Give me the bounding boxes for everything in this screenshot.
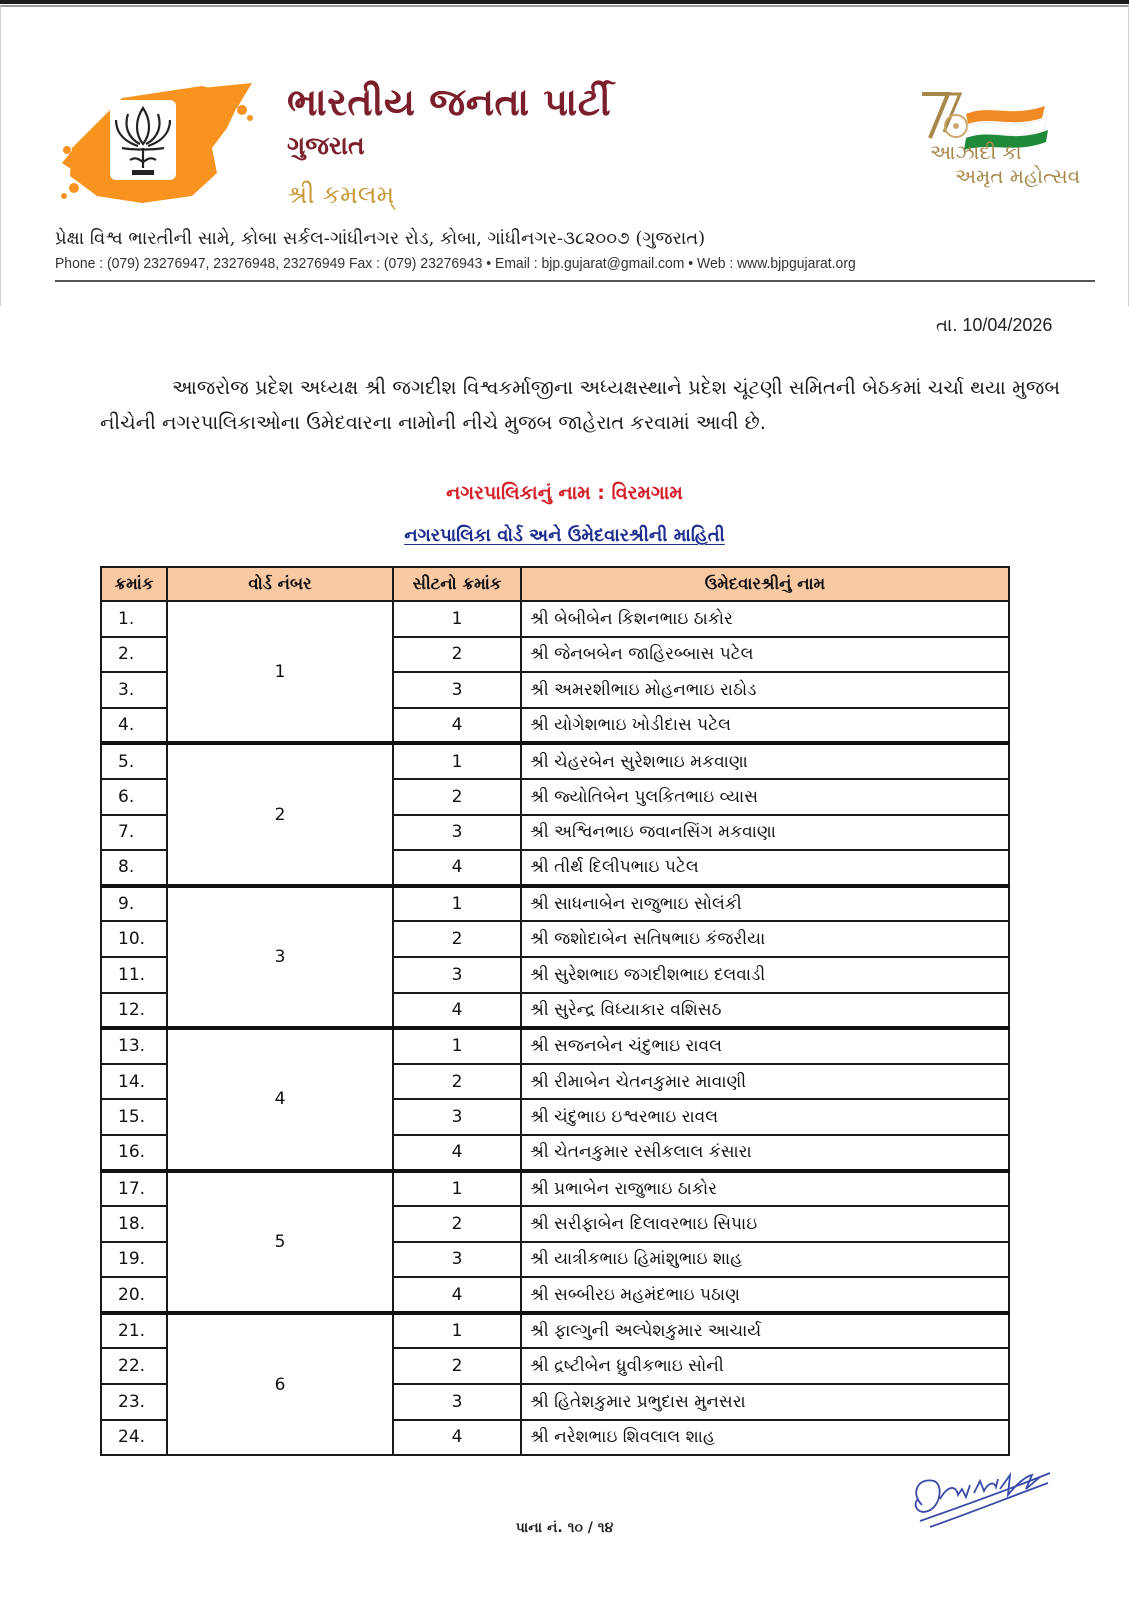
table-row [101,743,1009,779]
serial-cell: 4. [101,708,167,744]
intro-paragraph: આજરોજ પ્રદેશ અધ્યક્ષ શ્રી જગદીશ વિશ્વકર્માજીના અધ્યક્ષસ્થાને પ્રદેશ ચૂંટણી સમિતની બેઠકમાં ચર્ચા થયા મુજબ નીચેની નગરપાલિકાઓના ઉમેદવારના નામોની નીચે મુજબ જાહેરાત કરવામાં આવી છે. [100,376,1060,434]
document-date: તા. 10/04/2026 [936,315,1053,335]
seat-cell: 1 [393,1028,521,1064]
candidate-name-cell: શ્રી પ્રભાબેન રાજુભાઇ ઠાકોર [521,1171,1009,1207]
seat-cell: 3 [393,1384,521,1420]
serial-cell: 15. [101,1099,167,1135]
table-row [101,601,1009,637]
candidate-name-cell: શ્રી તીર્થ દિલીપભાઇ પટેલ [521,850,1009,886]
candidate-name-cell: શ્રી જેનબબેન જાહિરબ્બાસ પટેલ [521,637,1009,673]
serial-cell: 3. [101,672,167,708]
header-divider [55,280,1095,282]
serial-cell: 16. [101,1135,167,1171]
serial-cell: 10. [101,921,167,957]
candidate-name-cell: શ્રી સરીફાબેન દિલાવરભાઇ સિપાઇ [521,1206,1009,1242]
bjp-lotus-logo-icon [52,78,262,208]
table-row [101,1313,1009,1349]
seat-cell: 4 [393,1135,521,1171]
candidate-name-cell: શ્રી સબ્બીરઇ મહમંદભાઇ પઠાણ [521,1277,1009,1313]
col-header-serial: ક્રમાંક [101,567,167,601]
org-name: ભારતીય જનતા પાર્ટી [287,80,612,124]
amrit-line1: આઝાદી કા [930,140,1022,164]
seat-cell: 4 [393,993,521,1029]
seat-cell: 1 [393,1313,521,1349]
serial-cell: 9. [101,886,167,922]
seat-cell: 3 [393,1099,521,1135]
candidate-name-cell: શ્રી ચેતનકુમાર રસીકલાલ કંસારા [521,1135,1009,1171]
candidate-name-cell: શ્રી બેબીબેન કિશનભાઇ ઠાકોર [521,601,1009,637]
seat-cell: 3 [393,1242,521,1278]
serial-cell: 12. [101,993,167,1029]
ward-cell: 2 [167,743,393,885]
serial-cell: 22. [101,1348,167,1384]
serial-cell: 21. [101,1313,167,1349]
serial-cell: 18. [101,1206,167,1242]
nagarpalika-heading: નગરપાલિકાનું નામ : વિરમગામ [446,482,683,504]
table-row [101,886,1009,922]
candidate-name-cell: શ્રી સજનબેન ચંદુભાઇ રાવલ [521,1028,1009,1064]
seat-cell: 1 [393,601,521,637]
candidate-name-cell: શ્રી અમરશીભાઇ મોહનભાઇ રાઠોડ [521,672,1009,708]
seat-cell: 2 [393,1348,521,1384]
serial-cell: 5. [101,743,167,779]
candidate-name-cell: શ્રી સાધનાબેન રાજુભાઇ સોલંકી [521,886,1009,922]
serial-cell: 2. [101,637,167,673]
ward-cell: 5 [167,1171,393,1313]
table-body [101,601,1009,1455]
col-header-ward: વોર્ડ નંબર [167,567,393,601]
contact-info: Phone : (079) 23276947, 23276948, 23276949 Fax : (079) 23276943 • Email : bjp.gujarat@gmail.com • Web : www.bjpgujarat.org [55,255,856,272]
seat-cell: 4 [393,1277,521,1313]
org-office: શ્રી કમલમ્ [287,180,395,209]
serial-cell: 19. [101,1242,167,1278]
candidate-name-cell: શ્રી હિતેશકુમાર પ્રભુદાસ મુનસરા [521,1384,1009,1420]
serial-cell: 20. [101,1277,167,1313]
seat-cell: 2 [393,779,521,815]
top-border [0,0,1129,4]
ward-cell: 3 [167,886,393,1028]
candidate-name-cell: શ્રી ફાલ્ગુની અલ્પેશકુમાર આચાર્ય [521,1313,1009,1349]
amrit-line2: અમૃત મહોત્સવ [955,164,1081,188]
office-address: પ્રેક્ષા વિશ્વ ભારતીની સામે, કોબા સર્કલ-ગાંધીનગર રોડ, કોબા, ગાંધીનગર-૩૮૨૦૦૭ (ગુજરાત) [55,228,706,249]
candidate-name-cell: શ્રી અશ્વિનભાઇ જવાનસિંગ મકવાણા [521,815,1009,851]
seat-cell: 2 [393,637,521,673]
seat-cell: 3 [393,815,521,851]
seat-cell: 1 [393,886,521,922]
candidate-name-cell: શ્રી રીમાબેન ચેતનકુમાર માવાણી [521,1064,1009,1100]
seat-cell: 3 [393,957,521,993]
seat-cell: 4 [393,1420,521,1456]
table-row [101,1171,1009,1207]
seat-cell: 2 [393,1206,521,1242]
page-number: પાના નં. ૧૦ / ૧૪ [515,1520,614,1536]
table-heading: નગરપાલિકા વોર્ડ અને ઉમેદવારશ્રીની માહિતી [404,525,725,546]
serial-cell: 7. [101,815,167,851]
candidate-name-cell: શ્રી સુરેન્દ્ર વિધ્યાકાર વશિસઠ [521,993,1009,1029]
ward-cell: 4 [167,1028,393,1170]
candidate-name-cell: શ્રી ચેહરબેન સુરેશભાઇ મકવાણા [521,743,1009,779]
seat-cell: 4 [393,850,521,886]
candidate-name-cell: શ્રી યોગેશભાઇ ખોડીદાસ પટેલ [521,708,1009,744]
table-header-row [101,567,1009,601]
seat-cell: 2 [393,1064,521,1100]
col-header-seat: સીટનો ક્રમાંક [393,567,521,601]
candidate-name-cell: શ્રી યાત્રીકભાઇ હિમાંશુભાઇ શાહ [521,1242,1009,1278]
candidate-name-cell: શ્રી જશોદાબેન સતિષભાઇ કંજરીયા [521,921,1009,957]
serial-cell: 13. [101,1028,167,1064]
candidate-table [100,566,1010,1456]
top-border-secondary [0,5,1129,7]
serial-cell: 24. [101,1420,167,1456]
frame-left [0,6,1,306]
ward-cell: 6 [167,1313,393,1455]
table-row [101,1028,1009,1064]
ward-cell: 1 [167,601,393,743]
candidate-name-cell: શ્રી નરેશભાઇ શિવલાલ શાહ [521,1420,1009,1456]
serial-cell: 6. [101,779,167,815]
candidate-name-cell: શ્રી દ્રષ્ટીબેન ધ્રુવીકભાઇ સોની [521,1348,1009,1384]
serial-cell: 8. [101,850,167,886]
serial-cell: 23. [101,1384,167,1420]
candidate-name-cell: શ્રી સુરેશભાઇ જગદીશભાઇ દલવાડી [521,957,1009,993]
serial-cell: 14. [101,1064,167,1100]
seat-cell: 3 [393,672,521,708]
org-state: ગુજરાત [287,131,365,160]
col-header-candidate: ઉમેદવારશ્રીનું નામ [521,567,1009,601]
seat-cell: 2 [393,921,521,957]
seat-cell: 1 [393,743,521,779]
candidate-name-cell: શ્રી ચંદુભાઇ ઇશ્વરભાઇ રાવલ [521,1099,1009,1135]
candidate-name-cell: શ્રી જ્યોતિબેન પુલકિતભાઇ વ્યાસ [521,779,1009,815]
serial-cell: 11. [101,957,167,993]
seat-cell: 4 [393,708,521,744]
serial-cell: 17. [101,1171,167,1207]
seat-cell: 1 [393,1171,521,1207]
serial-cell: 1. [101,601,167,637]
